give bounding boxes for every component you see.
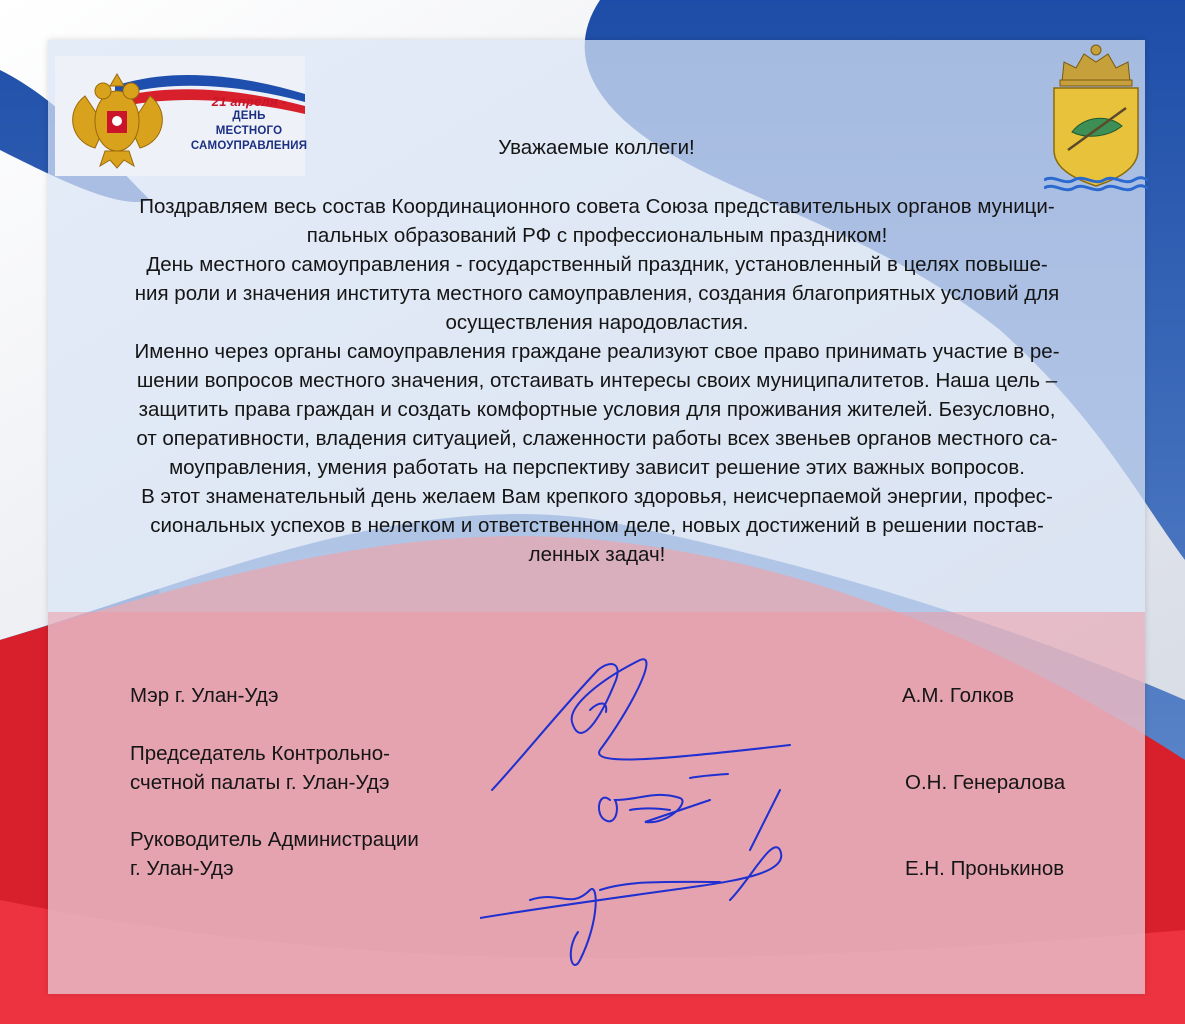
logo-date: 21 апреля - <box>211 94 287 109</box>
role-line: Руководитель Администрации <box>130 828 419 851</box>
letter-line: защитить права граждан и создать комфортные условия для проживания жителей. Безусловно, <box>138 398 1056 421</box>
signatory-name-admin-head: Е.Н. Пронькинов <box>905 857 1065 880</box>
letter-line: Поздравляем весь состав Координационного совета Союза представительных органов муници- <box>139 195 1055 218</box>
letter-line: Именно через органы самоуправления граждане реализуют свое право принимать участие в ре- <box>134 340 1060 363</box>
signatory-name-mayor: А.М. Голков <box>902 684 1014 707</box>
logo-title-line: ДЕНЬ <box>232 110 266 122</box>
letter-line: от оперативности, владения ситуацией, слаженности работы всех звеньев органов местного са- <box>136 427 1058 450</box>
role-line: счетной палаты г. Улан-Удэ <box>130 771 390 794</box>
letter-body <box>52 192 1142 569</box>
letter-line: моуправления, умения работать на перспективу зависит решение этих важных вопросов. <box>169 456 1025 479</box>
role-line: Председатель Контрольно- <box>130 742 390 765</box>
letter-line: ленных задач! <box>528 543 666 566</box>
letter-line: В этот знаменательный день желаем Вам крепкого здоровья, неисчерпаемой энергии, профес- <box>141 485 1053 508</box>
letter-greeting: Уважаемые коллеги! <box>498 136 695 159</box>
signatory-role-mayor <box>130 681 278 710</box>
letter-line: пальных образований РФ с профессиональным праздником! <box>306 224 888 247</box>
letter-line: осуществления народовластия. <box>445 311 749 334</box>
letter-line: ния роли и значения института местного самоуправления, создания благоприятных условий для <box>134 282 1060 305</box>
logo-title-line: САМОУПРАВЛЕНИЯ <box>190 140 308 152</box>
role-line: г. Улан-Удэ <box>130 857 234 880</box>
signatory-name-audit-chair: О.Н. Генералова <box>905 771 1066 794</box>
signatory-role-admin-head <box>130 825 419 883</box>
handwritten-signatures <box>480 650 800 990</box>
signatory-role-audit-chair <box>130 739 390 797</box>
role-line: Мэр г. Улан-Удэ <box>130 684 279 707</box>
ulan-ude-coat-of-arms <box>1044 40 1148 196</box>
letter-line: шении вопросов местного значения, отстаивать интересы своих муниципалитетов. Наша цель – <box>136 369 1058 392</box>
letter-line: День местного самоуправления - государственный праздник, установленный в целях повыше- <box>146 253 1048 276</box>
letter-line: сиональных успехов в нелегком и ответственном деле, новых достижений в решении постав- <box>150 514 1044 537</box>
logo-title-line: МЕСТНОГО <box>215 125 283 137</box>
